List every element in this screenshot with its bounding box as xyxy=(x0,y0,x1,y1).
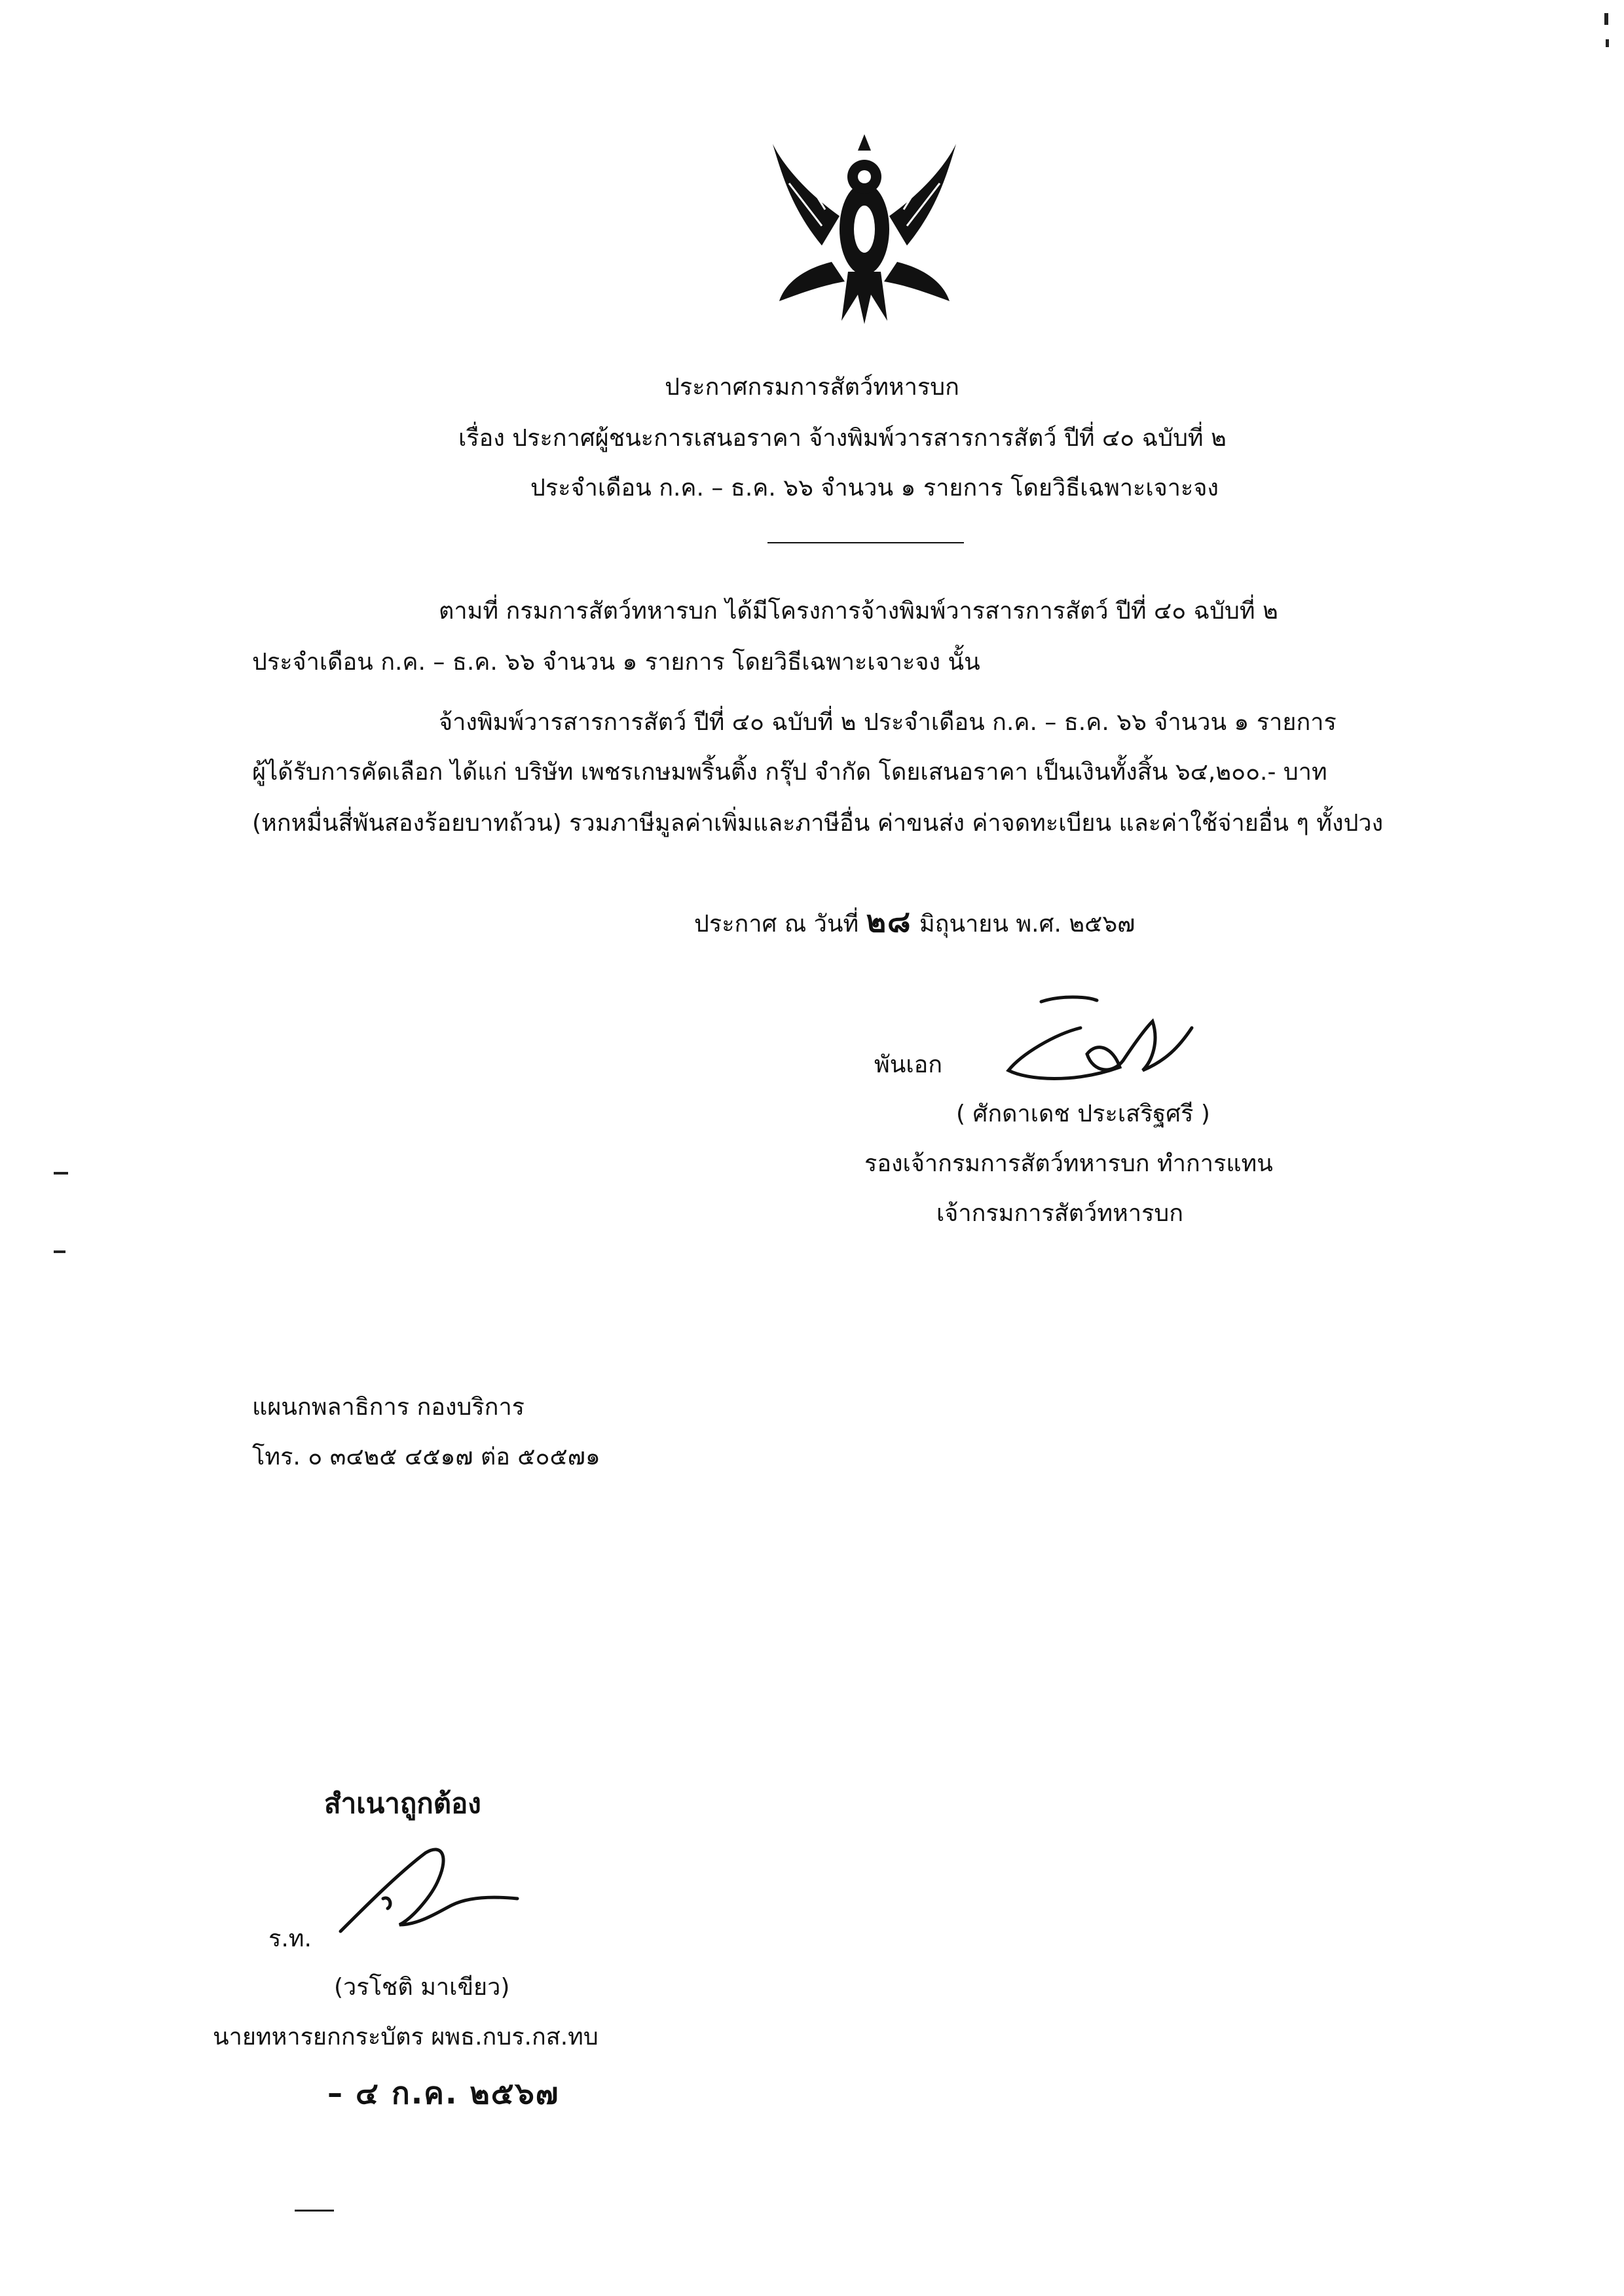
subject-line-2: ประจำเดือน ก.ค. – ธ.ค. ๖๖ จำนวน ๑ รายการ โดยวิธีเฉพาะเจาะจง xyxy=(530,475,1219,501)
scan-speck xyxy=(1604,13,1608,25)
date-line xyxy=(694,903,1135,939)
date-day-handwritten: ๒๘ xyxy=(866,903,912,939)
certification-date: – ๔ ก.ค. ๒๕๖๗ xyxy=(327,2075,560,2111)
signatory-position-1: รองเจ้ากรมการสัตว์ทหารบก ทำการแทน xyxy=(864,1150,1273,1177)
scan-speck xyxy=(54,1172,68,1175)
garuda-emblem-icon xyxy=(760,131,969,327)
certifier-name: (วรโชติ มาเขียว) xyxy=(334,1974,510,2001)
date-month-year: มิถุนายน พ.ศ. ๒๕๖๗ xyxy=(919,911,1135,938)
date-prefix: ประกาศ ณ วันที่ xyxy=(694,911,859,938)
paragraph-2-line-2: ผู้ได้รับการคัดเลือก ได้แก่ บริษัท เพชรเกษมพริ้นติ้ง กรุ๊ป จำกัด โดยเสนอราคา เป็นเงินทั้งสิ้น ๖๔,๒๐๐.- บาท xyxy=(252,759,1327,786)
department-phone: โทร. ๐ ๓๔๒๕ ๔๕๑๗ ต่อ ๕๐๕๗๑ xyxy=(252,1444,600,1470)
scan-speck xyxy=(54,1250,65,1253)
certified-copy-heading: สำเนาถูกต้อง xyxy=(324,1787,481,1819)
paragraph-2-line-3: (หกหมื่นสี่พันสองร้อยบาทถ้วน) รวมภาษีมูลค่าเพิ่มและภาษีอื่น ค่าขนส่ง ค่าจดทะเบียน และค่าใช้จ่ายอื่น ๆ ทั้งปวง xyxy=(252,810,1384,837)
paragraph-2-line-1: จ้างพิมพ์วารสารการสัตว์ ปีที่ ๔๐ ฉบับที่ ๒ ประจำเดือน ก.ค. – ธ.ค. ๖๖ จำนวน ๑ รายการ xyxy=(439,709,1337,736)
signatory-signature xyxy=(982,989,1218,1100)
title-divider xyxy=(767,542,964,543)
signatory-rank: พันเอก xyxy=(874,1051,943,1078)
department-name: แผนกพลาธิการ กองบริการ xyxy=(252,1394,525,1421)
certifier-position: นายทหารยกกระบัตร ผพธ.กบร.กส.ทบ xyxy=(213,2024,599,2050)
signatory-name: ( ศักดาเดช ประเสริฐศรี ) xyxy=(956,1101,1210,1127)
scan-speck xyxy=(295,2210,334,2212)
document-title: ประกาศกรมการสัตว์ทหารบก xyxy=(665,374,959,401)
signatory-position-2: เจ้ากรมการสัตว์ทหารบก xyxy=(936,1200,1184,1227)
certifier-signature xyxy=(327,1833,524,1944)
paragraph-1-line-2: ประจำเดือน ก.ค. – ธ.ค. ๖๖ จำนวน ๑ รายการ โดยวิธีเฉพาะเจาะจง นั้น xyxy=(252,649,980,676)
certifier-rank: ร.ท. xyxy=(268,1925,312,1952)
paragraph-1-line-1: ตามที่ กรมการสัตว์ทหารบก ได้มีโครงการจ้างพิมพ์วารสารการสัตว์ ปีที่ ๔๐ ฉบับที่ ๒ xyxy=(439,598,1278,625)
scan-speck xyxy=(1606,39,1609,47)
subject-line-1: เรื่อง ประกาศผู้ชนะการเสนอราคา จ้างพิมพ์วารสารการสัตว์ ปีที่ ๔๐ ฉบับที่ ๒ xyxy=(458,425,1227,452)
